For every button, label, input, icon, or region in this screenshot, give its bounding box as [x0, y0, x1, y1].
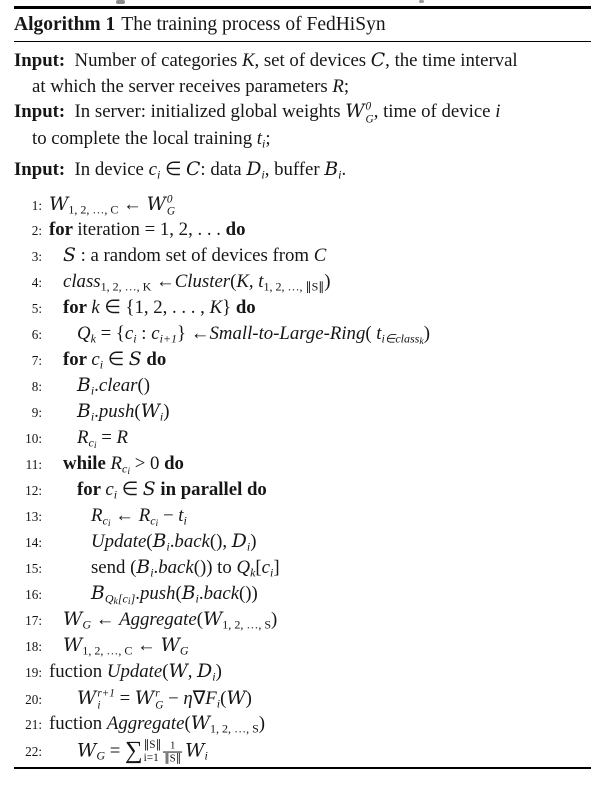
text-segment: (	[162, 660, 169, 682]
text-segment: Input:	[14, 101, 66, 123]
text-segment: do	[225, 218, 246, 240]
line-number: 1:	[31, 197, 42, 213]
text-segment: W	[49, 193, 69, 215]
line-content	[49, 583, 258, 607]
line-number: 2:	[31, 222, 42, 238]
text-segment: i	[90, 409, 95, 424]
line-number: 18:	[25, 638, 42, 654]
text-segment: D	[246, 158, 262, 180]
sigma-glyph: ∑	[124, 737, 143, 765]
text-segment: c	[88, 435, 94, 450]
superscript: 0	[166, 193, 173, 206]
text-segment: (	[146, 530, 153, 552]
text-segment: ,	[248, 270, 259, 292]
text-segment: c	[148, 158, 157, 180]
text-segment: back	[174, 530, 210, 552]
clipped-text-fragment	[116, 0, 125, 4]
text-segment: c	[102, 513, 108, 528]
text-segment: c	[124, 322, 134, 344]
text-segment: R	[116, 426, 129, 448]
superscript: ∥S∥	[143, 739, 162, 752]
subscript: G	[155, 700, 164, 713]
text-segment: ←	[118, 193, 147, 215]
text-segment: K	[209, 296, 223, 318]
line-content	[49, 661, 222, 684]
algorithm-line-6	[14, 323, 591, 349]
text-segment: R	[110, 452, 122, 474]
text-segment: k	[113, 595, 118, 607]
line-number: 4:	[31, 274, 42, 290]
text-segment: t	[376, 322, 382, 344]
line-content	[49, 427, 128, 451]
input-continuation-line	[14, 126, 591, 157]
input-line	[14, 157, 591, 188]
text-segment: i	[155, 517, 159, 529]
text-segment: (	[196, 608, 203, 630]
algorithm-line-10	[14, 427, 591, 453]
text-segment: i	[166, 539, 170, 554]
text-segment: 1, 2, …, C	[68, 202, 119, 217]
text-segment: (	[184, 712, 191, 734]
text-segment: W	[140, 400, 160, 422]
text-segment: do	[146, 348, 167, 370]
text-segment: B	[181, 582, 196, 604]
text-segment: i	[156, 167, 161, 182]
text-segment: W	[202, 608, 223, 630]
text-segment: G	[179, 643, 189, 658]
text-segment: W	[63, 608, 83, 630]
algorithm-line-16	[14, 583, 591, 609]
text-segment: 1, 2, …, ∥S∥	[263, 279, 325, 294]
text-segment: c	[150, 513, 156, 528]
text-segment: push	[139, 582, 176, 604]
line-number: 20:	[25, 691, 42, 707]
line-content	[49, 557, 280, 580]
text-segment: S	[63, 244, 76, 266]
line-number: 7:	[31, 352, 42, 368]
algorithm-line-3	[14, 245, 591, 271]
text-segment: ∈ {1, 2, . . . ,	[99, 296, 210, 318]
fraction	[163, 739, 182, 765]
text-segment: Update	[106, 660, 163, 682]
text-segment: )	[163, 400, 170, 422]
text-segment: D	[197, 660, 213, 682]
text-segment: B	[77, 400, 91, 422]
text-segment: W	[226, 687, 246, 709]
text-segment: : a random set of devices from	[75, 244, 314, 266]
text-segment: back	[203, 582, 240, 604]
text-segment: i	[338, 167, 342, 182]
line-content	[49, 349, 166, 372]
text-segment: =	[114, 687, 135, 709]
superscript: r+1	[97, 687, 115, 700]
text-segment: back	[158, 556, 194, 578]
algorithm-line-7	[14, 349, 591, 375]
line-content	[49, 505, 187, 529]
subscript: i=1	[143, 751, 159, 764]
line-number: 16:	[25, 586, 42, 602]
text-segment: i	[159, 409, 164, 424]
text-segment: , set of devices	[254, 49, 371, 71]
line-content	[49, 609, 277, 632]
text-segment: at which the server receives parameters	[32, 75, 333, 97]
algorithm-line-19	[14, 661, 591, 687]
text-segment: } ←	[177, 322, 210, 344]
text-segment: W	[77, 740, 97, 762]
line-content	[49, 635, 189, 658]
text-segment: (	[220, 687, 227, 709]
text-segment: i∈class	[381, 331, 420, 346]
text-segment: (	[365, 322, 377, 344]
line-content	[49, 323, 430, 347]
text-segment: > 0	[130, 452, 165, 474]
algorithm-line-4	[14, 271, 591, 297]
fraction-numerator: 1	[169, 739, 176, 752]
text-segment: )	[258, 712, 266, 734]
text-segment: Cluster	[174, 270, 231, 292]
text-segment: .	[135, 582, 140, 604]
line-content	[49, 245, 326, 267]
text-segment: send (	[91, 556, 137, 578]
text-segment: K	[236, 270, 249, 292]
text-segment: ()) to	[193, 556, 237, 578]
text-segment: i	[127, 595, 131, 607]
bottom-rule	[14, 767, 591, 769]
algorithm-line-20	[14, 687, 591, 713]
text-segment: W	[190, 712, 211, 734]
text-segment: fuction	[49, 660, 107, 682]
text-segment: (),	[209, 530, 232, 552]
text-segment: ∈	[117, 478, 143, 500]
text-segment: C	[186, 158, 201, 180]
algorithm-line-11	[14, 453, 591, 479]
text-segment: i	[261, 167, 265, 182]
input-continuation-line	[14, 74, 591, 100]
superscript-subscript-stack	[154, 688, 163, 713]
algorithm-line-2	[14, 219, 591, 245]
text-segment: −	[163, 687, 184, 709]
text-segment: i	[195, 591, 199, 606]
text-segment: i	[133, 331, 137, 346]
text-segment: R	[91, 504, 103, 526]
text-segment: )	[324, 270, 331, 292]
text-segment: 1, 2, …, C	[82, 643, 133, 658]
subscript: i	[97, 700, 101, 713]
title-separator-rule	[14, 41, 591, 42]
algorithm-line-15	[14, 557, 591, 583]
text-segment: i	[90, 383, 95, 398]
algorithm-line-21	[14, 713, 591, 739]
text-segment: W	[63, 634, 83, 656]
line-content	[49, 297, 256, 319]
text-segment: (	[175, 582, 182, 604]
algorithm-label: Algorithm 1	[14, 13, 116, 35]
text-segment: t	[256, 127, 262, 149]
superscript: r	[155, 687, 160, 700]
text-segment: Input:	[14, 158, 66, 180]
text-segment: for	[77, 478, 106, 500]
text-segment: R	[138, 504, 151, 526]
text-segment: c	[91, 348, 100, 370]
text-segment: W	[185, 740, 205, 762]
line-number: 3:	[31, 248, 42, 264]
algorithm-caption: The training process of FedHiSyn	[121, 13, 386, 35]
line-content	[49, 739, 208, 765]
line-number: 8:	[31, 378, 42, 394]
text-segment: k	[90, 331, 96, 346]
text-segment: K	[241, 49, 255, 71]
text-segment: do	[164, 452, 184, 474]
text-segment: [c	[117, 591, 128, 606]
text-segment: In device	[65, 158, 149, 180]
text-segment: =	[105, 740, 125, 762]
pseudocode-lines	[14, 193, 591, 765]
text-segment: 1, 2, …, K	[100, 279, 152, 294]
line-number: 21:	[25, 716, 42, 732]
algorithm-line-12	[14, 479, 591, 505]
text-segment: C	[370, 49, 386, 71]
text-segment: Small-to-Large-Ring	[209, 322, 366, 344]
text-segment: ∈	[160, 158, 187, 180]
text-segment: Aggregate	[106, 712, 185, 734]
superscript: 0	[365, 101, 372, 114]
text-segment: .	[153, 556, 159, 578]
text-segment: i	[127, 465, 131, 477]
text-segment: i	[270, 565, 274, 580]
input-block	[14, 48, 591, 188]
text-segment: ,	[187, 660, 198, 682]
text-segment: i	[204, 748, 208, 763]
text-segment: }	[222, 296, 236, 318]
text-segment: W	[168, 660, 188, 682]
text-segment: ←	[132, 634, 161, 656]
line-content	[49, 531, 256, 554]
line-content	[49, 453, 184, 477]
text-segment: c	[151, 322, 160, 344]
superscript-subscript-stack	[96, 688, 115, 713]
line-number: 6:	[31, 326, 42, 342]
text-segment: −	[158, 504, 179, 526]
text-segment: ())	[239, 582, 258, 604]
text-segment: .	[198, 582, 204, 604]
line-content	[49, 401, 170, 424]
text-segment: G	[96, 748, 105, 763]
text-segment: fuction	[49, 712, 107, 734]
text-segment: R	[332, 75, 344, 97]
text-segment: F	[205, 687, 217, 709]
text-segment: t	[178, 504, 184, 526]
text-segment: B	[136, 556, 151, 578]
input-line	[14, 48, 591, 74]
text-segment: :	[136, 322, 152, 344]
text-segment: ;	[343, 75, 350, 97]
text-segment: G	[82, 617, 91, 632]
text-segment: clear	[98, 374, 138, 396]
text-segment: ]	[273, 556, 280, 578]
text-segment: =	[96, 426, 117, 448]
text-segment: , buffer	[264, 158, 325, 180]
text-segment: , time of device	[373, 101, 496, 123]
text-segment: .	[341, 158, 347, 180]
text-segment: i	[216, 696, 221, 711]
text-segment: Aggregate	[119, 608, 197, 630]
text-segment: .	[94, 400, 99, 422]
text-segment: Input:	[14, 49, 66, 71]
text-segment: class	[63, 270, 101, 292]
text-segment: S	[128, 348, 142, 370]
text-segment: B	[91, 582, 105, 604]
text-segment: 1, 2, …, S	[222, 617, 272, 632]
text-segment: to complete the local training	[32, 127, 257, 149]
text-segment: ()	[137, 374, 150, 396]
text-segment: i	[212, 669, 216, 684]
text-segment: C	[313, 244, 327, 266]
subscript: G	[365, 113, 374, 126]
text-segment: i	[495, 101, 501, 123]
text-segment: ∈	[103, 348, 129, 370]
text-segment: for	[63, 348, 92, 370]
text-segment: B	[152, 530, 167, 552]
text-segment: (	[134, 400, 141, 422]
text-segment: c	[121, 461, 128, 476]
text-segment: Number of categories	[65, 49, 242, 71]
text-segment: c	[105, 478, 114, 500]
text-segment: do	[235, 296, 256, 318]
text-segment: push	[98, 400, 135, 422]
text-segment: t	[258, 270, 264, 292]
superscript-subscript-stack	[365, 101, 374, 126]
text-segment: ←	[91, 608, 120, 630]
line-number: 12:	[25, 482, 42, 498]
line-number: 14:	[25, 534, 42, 550]
algorithm-line-22	[14, 739, 591, 765]
text-segment: ;	[265, 127, 271, 149]
text-segment: ]	[130, 591, 136, 606]
line-number: 10:	[25, 430, 42, 446]
text-segment: ←	[110, 504, 139, 526]
text-segment: , the time interval	[385, 49, 518, 71]
subscript: G	[166, 206, 176, 219]
algorithm-line-14	[14, 531, 591, 557]
input-line	[14, 99, 591, 125]
text-segment: 1, 2, …, S	[210, 721, 259, 736]
line-number: 19:	[25, 664, 42, 680]
text-segment: Q	[77, 322, 91, 344]
text-segment: R	[77, 426, 89, 448]
line-number: 5:	[31, 300, 42, 316]
algorithm-title	[14, 10, 591, 40]
algorithm-line-18	[14, 635, 591, 661]
text-segment: W	[146, 193, 166, 215]
text-segment: η	[183, 687, 193, 709]
line-number: 15:	[25, 560, 42, 576]
clipped-text-fragment	[419, 0, 424, 3]
text-segment: c	[261, 556, 271, 578]
algorithm-line-13	[14, 505, 591, 531]
algorithm-line-8	[14, 375, 591, 401]
line-number: 11:	[25, 456, 42, 472]
text-segment: .	[94, 374, 99, 396]
text-segment: i	[150, 565, 154, 580]
algorithm-line-17	[14, 609, 591, 635]
text-segment: Update	[91, 530, 147, 552]
text-segment: k	[91, 296, 100, 318]
text-segment: while	[63, 452, 111, 474]
text-segment: : data	[200, 158, 247, 180]
algorithm-line-1	[14, 193, 591, 219]
line-number: 17:	[25, 612, 42, 628]
text-segment: i	[183, 513, 187, 528]
line-content	[49, 219, 245, 241]
text-segment: )	[250, 530, 257, 552]
text-segment: W	[77, 687, 97, 709]
text-segment: )	[423, 322, 430, 344]
text-segment: for	[49, 218, 78, 240]
text-segment: Q	[104, 591, 114, 606]
line-content	[49, 687, 252, 712]
text-segment: In server: initialized global weights	[65, 101, 346, 123]
text-segment: i+1	[159, 331, 178, 346]
line-number: 9:	[31, 404, 42, 420]
text-segment: k	[250, 565, 256, 580]
text-segment: W	[345, 101, 365, 123]
line-content	[49, 479, 267, 502]
text-segment: ∇	[192, 687, 206, 709]
line-content	[49, 713, 265, 736]
text-segment: B	[324, 158, 339, 180]
text-segment: S	[142, 478, 156, 500]
text-segment: in parallel do	[160, 478, 267, 500]
line-content	[49, 193, 175, 218]
summation	[125, 739, 161, 764]
algorithm-line-5	[14, 297, 591, 323]
line-number: 13:	[25, 508, 42, 524]
fraction-denominator: ∥S∥	[164, 752, 182, 765]
text-segment: [	[255, 556, 262, 578]
algorithm-line-9	[14, 401, 591, 427]
line-content	[49, 271, 331, 294]
top-rule	[14, 6, 591, 9]
text-segment: i	[246, 539, 251, 554]
superscript-subscript-stack	[143, 739, 162, 764]
text-segment: W	[134, 687, 155, 709]
text-segment: (	[230, 270, 237, 292]
text-segment: i	[99, 357, 104, 372]
text-segment: i	[93, 439, 97, 451]
text-segment: i	[262, 136, 266, 151]
text-segment: W	[160, 634, 180, 656]
text-segment: i	[107, 517, 111, 529]
line-number: 22:	[25, 744, 42, 760]
text-segment: i	[113, 487, 118, 502]
text-segment: ←	[151, 270, 175, 292]
text-segment: )	[215, 660, 222, 682]
text-segment: iteration = 1, 2, . . .	[77, 218, 226, 240]
text-segment: k	[419, 335, 424, 347]
text-segment: Q	[236, 556, 251, 578]
text-segment: .	[169, 530, 175, 552]
text-segment: B	[77, 374, 91, 396]
text-segment: = {	[95, 322, 125, 344]
text-segment: )	[271, 608, 278, 630]
text-segment: for	[63, 296, 92, 318]
text-segment: )	[245, 687, 252, 709]
text-segment: D	[231, 530, 247, 552]
line-content	[49, 375, 150, 398]
superscript-subscript-stack	[166, 194, 175, 219]
